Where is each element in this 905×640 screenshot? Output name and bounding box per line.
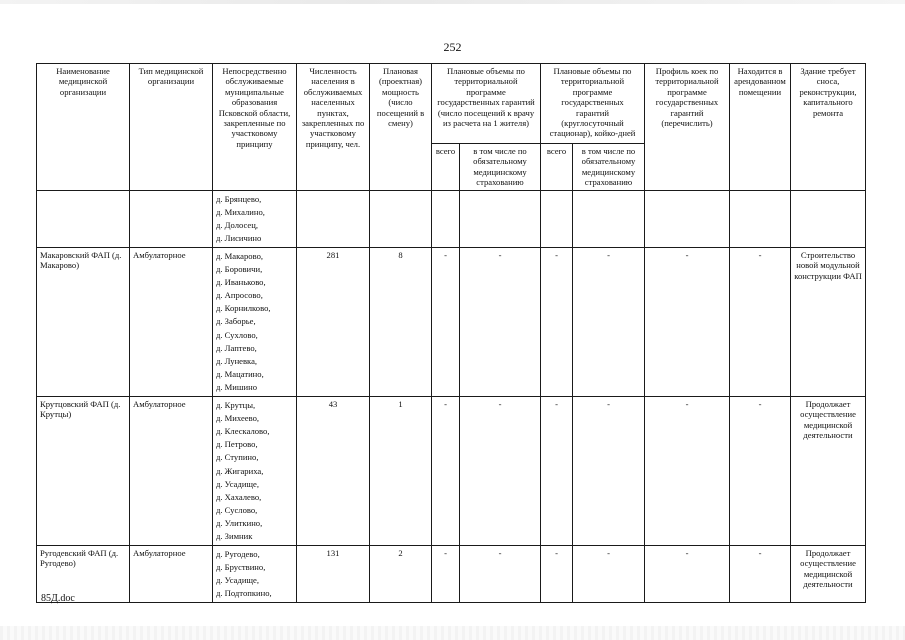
village-name: д. Иваньково,: [216, 277, 266, 288]
village-name: д. Усадище,: [216, 575, 260, 586]
village-name: д. Ступино,: [216, 452, 259, 463]
org-name: Ругодевский ФАП (д. Ругодево): [37, 546, 130, 603]
village-name: д. Луневка,: [216, 355, 258, 366]
village-name: д. Ругодево,: [216, 549, 260, 560]
village-name: д. Апросово,: [216, 290, 263, 301]
table-row: [37, 248, 866, 397]
subheader-visits-total: всего: [432, 144, 460, 191]
org-rented: -: [730, 397, 791, 546]
village-name: д. Боровичи,: [216, 264, 263, 275]
table-row: [37, 397, 866, 546]
org-rented: -: [730, 546, 791, 603]
subheader-beds-total: всего: [541, 144, 573, 191]
village-name: д. Корнилково,: [216, 303, 271, 314]
org-beds-profile: -: [645, 546, 730, 603]
header-rented: Находится в арендованном помещении: [730, 64, 791, 191]
org-type: Амбулаторное: [130, 397, 213, 546]
org-visits-total: -: [432, 248, 460, 397]
village-name: д. Подтопкино,: [216, 588, 272, 599]
village-name: д. Лисичино: [216, 232, 262, 243]
village-name: д. Макарово,: [216, 251, 264, 261]
village-name: д. Долосец,: [216, 219, 258, 230]
header-tpgg-beds: Плановые объемы по территориальной программе государственных гарантий (круглосуточный стационар), койко-дней: [541, 64, 645, 144]
org-building: Продолжает осуществление медицинской деятельности: [791, 397, 866, 546]
org-type: Амбулаторное: [130, 546, 213, 603]
village-name: д. Михеево,: [216, 413, 260, 424]
org-beds-oms: -: [573, 397, 645, 546]
org-population: 131: [297, 546, 370, 603]
header-population: Численность населения в обслуживаемых населенных пунктах, закрепленных по участковому принципу, чел.: [297, 64, 370, 191]
org-villages: [213, 546, 297, 603]
org-rented: -: [730, 248, 791, 397]
scan-edge-bottom: [0, 626, 905, 640]
org-visits-oms: -: [460, 546, 541, 603]
village-name: д. Лаптево,: [216, 342, 257, 353]
org-visits-total: -: [432, 546, 460, 603]
org-population: 43: [297, 397, 370, 546]
village-name: д. Мишино: [216, 381, 258, 392]
org-visits-oms: -: [460, 397, 541, 546]
org-building: Строительство новой модульной конструкции ФАП: [791, 248, 866, 397]
table-body: [37, 190, 866, 603]
org-name: Крутцовский ФАП (д. Крутцы): [37, 397, 130, 546]
page-number: 252: [443, 40, 462, 54]
org-visits-total: -: [432, 397, 460, 546]
header-beds-profile: Профиль коек по территориальной программе государственных гарантий (перечислить): [645, 64, 730, 191]
village-name: д. Петрово,: [216, 439, 258, 450]
subheader-beds-oms: в том числе по обязательному медицинскому страхованию: [573, 144, 645, 191]
header-settlements: Непосредственно обслуживаемые муниципальные образования Псковской области, закрепленные по участковому принципу: [213, 64, 297, 191]
footer-file-name: 85Д.doc: [41, 593, 75, 604]
village-name: д. Хахалево,: [216, 491, 262, 502]
subheader-visits-oms: в том числе по обязательному медицинскому страхованию: [460, 144, 541, 191]
org-population: 281: [297, 248, 370, 397]
village-name: д. Клескалово,: [216, 426, 270, 437]
org-beds-total: -: [541, 248, 573, 397]
org-beds-profile: -: [645, 397, 730, 546]
org-villages: [213, 248, 297, 397]
village-name: д. Брянцево,: [216, 193, 262, 204]
scan-edge-top: [0, 0, 905, 4]
village-name: д. Мацатино,: [216, 368, 264, 379]
org-beds-oms: -: [573, 546, 645, 603]
org-beds-oms: -: [573, 248, 645, 397]
header-capacity: Плановая (проектная) мощность (число посещений в смену): [370, 64, 432, 191]
org-name: Макаровский ФАП (д. Макарово): [37, 248, 130, 397]
org-visits-oms: -: [460, 248, 541, 397]
village-name: д. Зимник: [216, 530, 253, 541]
org-capacity: 2: [370, 546, 432, 603]
village-name: д. Михалино,: [216, 206, 265, 217]
village-name: д. Сухлово,: [216, 329, 258, 340]
org-capacity: 1: [370, 397, 432, 546]
village-name: д. Заборье,: [216, 316, 256, 327]
header-tpgg-visits: Плановые объемы по территориальной программе государственных гарантий (число посещений к врачу из расчета на 1 жителя): [432, 64, 541, 144]
village-name: д. Суслово,: [216, 504, 258, 515]
org-type: Амбулаторное: [130, 248, 213, 397]
org-beds-total: -: [541, 546, 573, 603]
village-name: д. Бруствино,: [216, 562, 266, 573]
header-name: Наименование медицинской организации: [37, 64, 130, 191]
header-building: Здание требует сноса, реконструкции, капитального ремонта: [791, 64, 866, 191]
org-capacity: 8: [370, 248, 432, 397]
org-building: Продолжает осуществление медицинской деятельности: [791, 546, 866, 603]
header-type: Тип медицинской организации: [130, 64, 213, 191]
continuation-row: [37, 190, 866, 247]
org-villages: [213, 397, 297, 546]
org-beds-profile: -: [645, 248, 730, 397]
organizations-table: [36, 63, 866, 603]
org-beds-total: -: [541, 397, 573, 546]
village-name: д. Крутцы,: [216, 400, 256, 411]
village-name: д. Жигариха,: [216, 465, 264, 476]
header-row: [37, 64, 866, 144]
table-row: [37, 546, 866, 603]
continuation-villages: [213, 190, 297, 247]
village-name: д. Усадище,: [216, 478, 260, 489]
village-name: д. Улиткино,: [216, 517, 263, 528]
